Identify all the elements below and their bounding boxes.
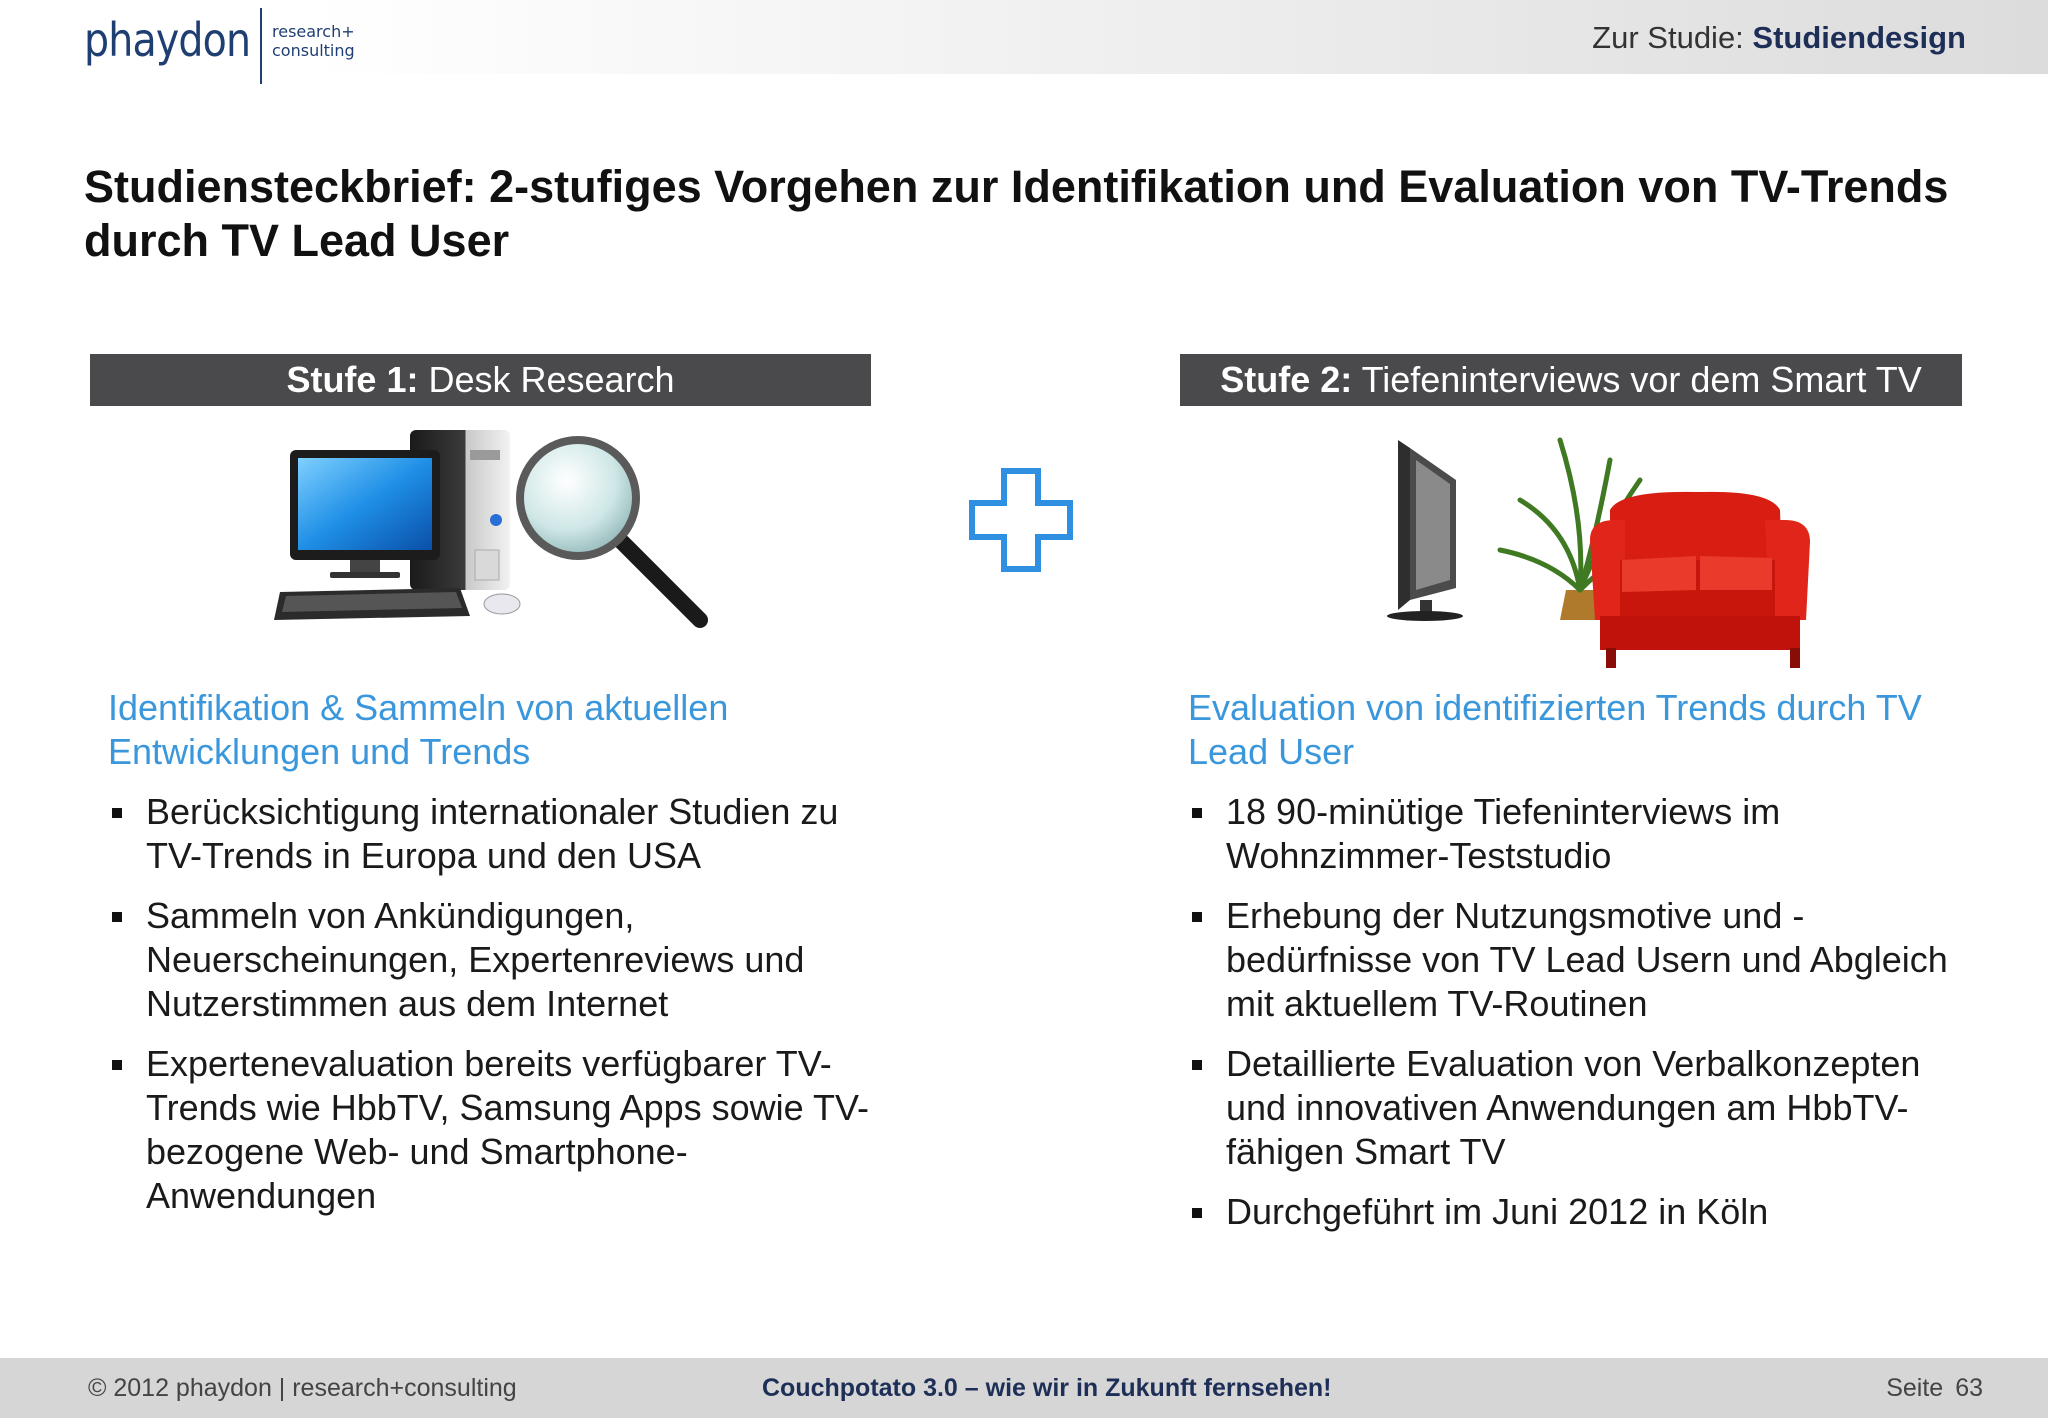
magnifying-glass-icon xyxy=(520,440,700,620)
desk-research-illustration xyxy=(270,420,730,650)
keyboard-icon xyxy=(274,588,470,620)
phaydon-logo xyxy=(84,8,355,78)
monitor-icon xyxy=(290,450,440,578)
stage2-header xyxy=(1180,354,1962,406)
page-label: Seite xyxy=(1886,1374,1944,1402)
topic-name: Studiendesign xyxy=(1752,20,1966,55)
logo-tagline-line1: research+ xyxy=(272,22,355,41)
logo-tagline xyxy=(272,8,355,60)
stage1-bullet-list xyxy=(108,790,888,1218)
footer-page xyxy=(1886,1374,1983,1403)
footer-presentation-title: Couchpotato 3.0 – wie wir in Zukunft fernsehen! xyxy=(762,1374,1332,1402)
list-item: Berücksichtigung internationaler Studien zu TV-Trends in Europa und den USA xyxy=(108,790,888,878)
list-item: Sammeln von Ankündigungen, Neuerscheinungen, Expertenreviews und Nutzerstimmen aus dem Internet xyxy=(108,894,888,1026)
header-bar xyxy=(0,0,2048,74)
logo-divider xyxy=(260,8,262,84)
stage2-bullet-list xyxy=(1188,790,1978,1234)
stage1-label-bold: Stufe 1: xyxy=(286,359,419,400)
stage1-subheading: Identifikation & Sammeln von aktuellen Entwicklungen und Trends xyxy=(108,687,729,772)
list-item: Expertenevaluation bereits verfügbarer TV-Trends wie HbbTV, Samsung Apps sowie TV-bezogene Web- und Smartphone-Anwendungen xyxy=(108,1042,888,1218)
mouse-icon xyxy=(484,594,520,614)
list-item: Durchgeführt im Juni 2012 in Köln xyxy=(1188,1190,1978,1234)
list-item: Detaillierte Evaluation von Verbalkonzepten und innovativen Anwendungen am HbbTV-fähigen Smart TV xyxy=(1188,1042,1978,1174)
stage2-content xyxy=(1188,686,1978,1250)
stage2-label-bold: Stufe 2: xyxy=(1220,359,1353,400)
stage1-label-rest: Desk Research xyxy=(428,359,675,400)
stage2-label-rest: Tiefeninterviews vor dem Smart TV xyxy=(1361,359,1922,400)
page-number: 63 xyxy=(1955,1374,1983,1402)
stage2-subheading: Evaluation von identifizierten Trends durch TV Lead User xyxy=(1188,687,1922,772)
tv-icon xyxy=(1387,440,1463,621)
list-item: Erhebung der Nutzungsmotive und -bedürfnisse von TV Lead Usern und Abgleich mit aktuellem TV-Routinen xyxy=(1188,894,1978,1026)
list-item: 18 90-minütige Tiefeninterviews im Wohnzimmer-Teststudio xyxy=(1188,790,1978,878)
section-topic xyxy=(1592,20,1966,56)
living-room-illustration xyxy=(1370,420,1850,680)
logo-wordmark: phaydon xyxy=(84,13,251,67)
slide-title: Studiensteckbrief: 2-stufiges Vorgehen zur Identifikation und Evaluation von TV-Trends durch TV Lead User xyxy=(84,161,1949,266)
footer-copyright: © 2012 phaydon | research+consulting xyxy=(88,1374,517,1402)
plus-icon xyxy=(968,467,1074,573)
stage1-header xyxy=(90,354,871,406)
footer-bar xyxy=(0,1358,2048,1418)
stage1-content xyxy=(108,686,888,1234)
red-sofa-icon xyxy=(1590,492,1810,668)
topic-prefix: Zur Studie: xyxy=(1592,20,1744,55)
logo-tagline-line2: consulting xyxy=(272,41,355,60)
